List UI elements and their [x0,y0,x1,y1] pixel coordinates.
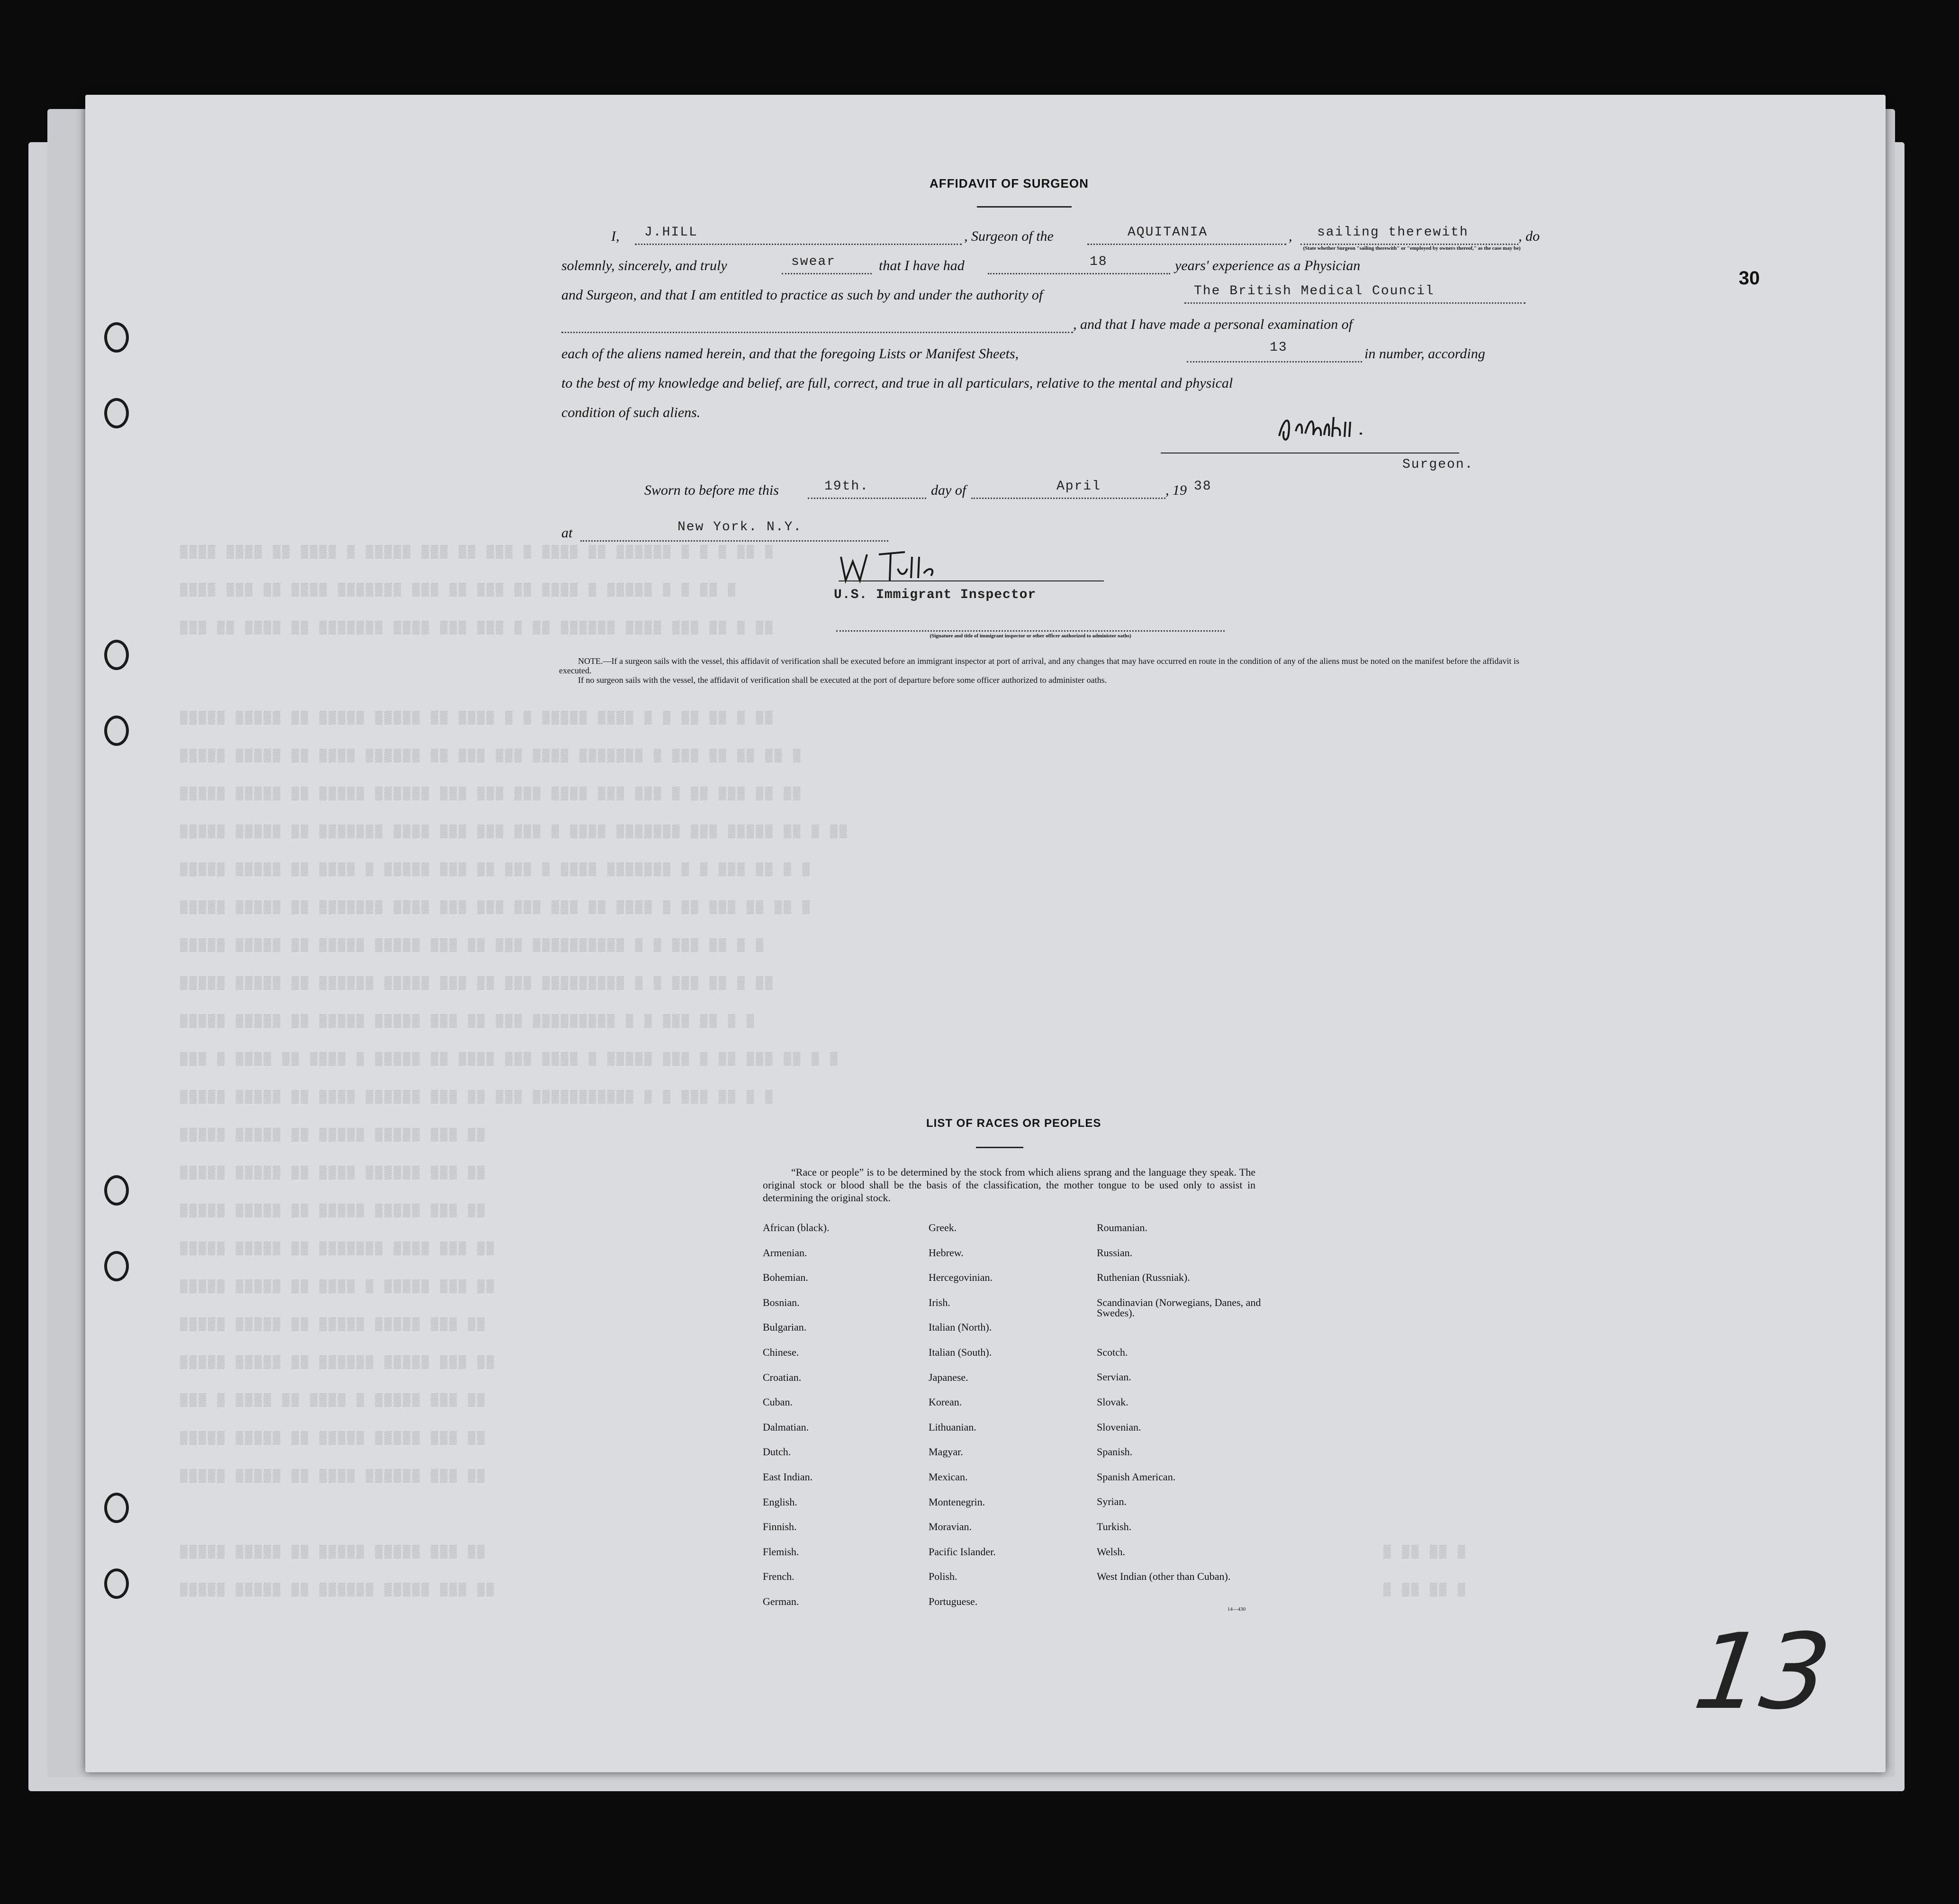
sailing-status: sailing therewith [1317,225,1469,240]
ghost-row: ▒▒▒▒ ▒▒▒▒ ▒▒ ▒▒▒▒ ▒ ▒▒▒▒▒ ▒▒▒ ▒▒ ▒▒▒ ▒ ▒▒▒▒ ▒▒ ▒▒▒▒▒▒ ▒ ▒ ▒ ▒▒ ▒ [180,545,775,559]
affidavit-line-1-mid: , Surgeon of the [964,228,1054,244]
sworn-text-mid: day of [931,482,966,498]
years-line [988,273,1170,274]
ghost-row: ▒▒▒▒▒ ▒▒▒▒▒ ▒▒ ▒▒▒▒▒▒▒ ▒▒▒▒ ▒▒▒ ▒▒ [180,1242,496,1256]
race-item: Bohemian. [763,1271,808,1284]
ghost-row: ▒▒▒▒▒ ▒▒▒▒▒ ▒▒ ▒▒▒▒▒ ▒▒▒▒▒▒ ▒▒▒ ▒▒▒ ▒▒▒ ▒▒▒▒ ▒▒▒ ▒▒▒ ▒ ▒▒ ▒▒▒ ▒▒ ▒▒ [180,787,803,801]
ghost-row: ▒▒▒▒▒ ▒▒▒▒▒ ▒▒ ▒▒▒▒▒ ▒▒▒▒▒ ▒▒▒ ▒▒ ▒▒▒ ▒▒▒▒▒▒▒▒▒ ▒ ▒ ▒▒▒ ▒▒ ▒ ▒ [180,1014,756,1028]
binder-hole [104,1569,129,1599]
sworn-day: 19th. [824,479,869,494]
race-item: West Indian (other than Cuban). [1097,1570,1231,1583]
ghost-row: ▒▒▒▒▒ ▒▒▒▒▒ ▒▒ ▒▒▒▒▒ ▒▒▒▒▒ ▒▒▒ ▒▒ [180,1204,487,1218]
oath-word: swear [791,254,836,269]
ghost-row: ▒▒▒▒▒ ▒▒▒▒▒ ▒▒ ▒▒▒▒▒▒ ▒▒▒▒▒ ▒▒▒ ▒▒ [180,1355,496,1369]
binder-hole [104,322,129,353]
race-item: African (black). [763,1222,830,1233]
race-item: English. [763,1496,797,1508]
races-column-3 [1097,1223,1267,1596]
affidavit-line-2-mid: that I have had [879,258,965,273]
surgeon-signature [1270,408,1402,450]
race-item: Irish. [929,1296,950,1308]
race-item: Italian (South). [929,1346,992,1358]
race-item: East Indian. [763,1470,813,1483]
inspector-signature-line [836,630,1225,632]
binder-hole [104,716,129,746]
surgeon-label: Surgeon. [1402,457,1474,472]
race-item: Welsh. [1097,1545,1125,1558]
ghost-row: ▒▒▒▒▒ ▒▒▒▒▒ ▒▒ ▒▒▒▒ ▒ ▒▒▒▒▒ ▒▒▒ ▒▒ ▒▒▒ ▒ ▒▒▒▒ ▒▒▒▒▒▒▒ ▒ ▒ ▒▒▒ ▒▒ ▒ ▒ [180,862,812,877]
race-item: Dalmatian. [763,1421,809,1433]
place-label: at [561,525,573,541]
race-item: Armenian. [763,1246,807,1259]
affidavit-line-2-start: solemnly, sincerely, and truly [561,258,727,273]
race-item: Magyar. [929,1446,963,1458]
races-title-rule [976,1147,1023,1148]
ghost-row: ▒▒▒▒▒ ▒▒▒▒▒ ▒▒ ▒▒▒▒▒▒ ▒▒▒▒▒ ▒▒▒ ▒▒ ▒▒▒ ▒▒▒▒▒▒▒▒▒ ▒ ▒ ▒▒▒ ▒▒ ▒ ▒▒ [180,976,775,990]
authority-continuation-line [561,332,1073,333]
ghost-row: ▒▒▒▒▒ ▒▒▒▒▒ ▒▒ ▒▒▒▒ ▒▒▒▒▒▒ ▒▒▒ ▒▒ [180,1166,487,1180]
authority-line [1184,302,1526,304]
race-item: Turkish. [1097,1520,1132,1532]
affidavit-line-1-comma: , [1289,228,1292,244]
inspector-note: (Signature and title of immigrant inspector or other officer authorized to administer oaths) [930,633,1131,639]
race-item: Servian. [1097,1371,1131,1383]
sailing-status-note: (State whether Surgeon "sailing therewith" or "employed by owners thereof," as the case may be) [1303,245,1521,251]
oath-line [782,273,872,274]
form-code: 14—430 [1227,1606,1246,1612]
race-item: Moravian. [929,1521,972,1533]
ghost-row: ▒▒▒▒▒ ▒▒▒▒▒ ▒▒ ▒▒▒▒▒▒ ▒▒▒▒▒ ▒▒▒ ▒▒ [180,1583,496,1597]
races-title: LIST OF RACES OR PEOPLES [926,1117,1101,1130]
binder-hole [104,1175,129,1206]
place-of-oath: New York. N.Y. [677,520,803,535]
inspector-signature [834,547,957,585]
ghost-row: ▒▒▒▒▒ ▒▒▒▒▒ ▒▒ ▒▒▒▒ ▒▒▒▒▒▒ ▒▒▒ ▒▒ [180,1469,487,1483]
sheets-line [1187,361,1362,363]
race-item: Scandinavian (Norwegians, Danes, and Swedes). [1097,1296,1261,1319]
race-item: Montenegrin. [929,1496,985,1508]
binder-hole [104,398,129,428]
ghost-row: ▒▒▒▒▒ ▒▒▒▒▒ ▒▒ ▒▒▒▒▒ ▒▒▒▒▒ ▒▒▒ ▒▒ [180,1545,487,1559]
race-item: Italian (North). [929,1321,992,1333]
affidavit-title: AFFIDAVIT OF SURGEON [930,176,1089,190]
ghost-row: ▒▒▒ ▒ ▒▒▒▒ ▒▒ ▒▒▒▒ ▒ ▒▒▒▒▒ ▒▒ ▒▒▒▒ ▒▒▒ ▒▒▒▒ ▒ ▒▒▒▒▒ ▒▒▒ ▒ ▒▒ ▒▒▒ ▒▒ ▒ ▒ [180,1052,840,1066]
race-item: Hercegovinian. [929,1271,993,1284]
ghost-row: ▒ ▒▒ ▒▒ ▒ [1383,1545,1467,1559]
surgeon-name-line [635,244,962,245]
race-item: Scotch. [1097,1346,1128,1358]
place-line [580,540,888,542]
affidavit-line-6: to the best of my knowledge and belief, are full, correct, and true in all particulars, relative to the mental and physical [561,375,1233,391]
races-intro: “Race or people” is to be determined by the stock from which aliens sprang and the language they speak. The original stock or blood shall be the basis of the classification, the mother tongue to be used only to assist in determining the original stock. [763,1166,1255,1204]
sailing-status-line [1300,244,1518,245]
race-item: French. [763,1570,794,1583]
inspector-title: U.S. Immigrant Inspector [834,588,1037,602]
sworn-month-line [971,498,1165,499]
sworn-day-line [808,498,926,499]
affidavit-line-4: , and that I have made a personal examination of [1073,317,1353,332]
races-column-1 [763,1223,905,1622]
race-item: Roumanian. [1097,1222,1147,1233]
ghost-row: ▒▒▒▒▒ ▒▒▒▒▒ ▒▒ ▒▒▒▒▒ ▒▒▒▒▒ ▒▒▒ ▒▒ [180,1431,487,1445]
binder-hole [104,1251,129,1281]
affidavit-line-3: and Surgeon, and that I am entitled to practice as such by and under the authority of [561,287,1043,303]
sworn-year: 38 [1194,479,1212,494]
ghost-row: ▒▒▒▒▒ ▒▒▒▒▒ ▒▒ ▒▒▒▒ ▒▒▒▒▒▒ ▒▒▒ ▒▒ ▒▒▒ ▒▒▒▒▒▒▒▒▒▒▒ ▒ ▒ ▒▒▒ ▒▒ ▒ ▒ [180,1090,775,1104]
inspector-rule-top [839,580,1104,581]
race-item: Korean. [929,1396,962,1408]
race-item: Bosnian. [763,1296,800,1308]
ghost-row: ▒▒▒▒▒ ▒▒▒▒▒ ▒▒ ▒▒▒▒▒▒▒ ▒▒▒▒ ▒▒▒ ▒▒▒ ▒▒▒ ▒▒▒ ▒▒ ▒▒▒▒ ▒ ▒▒ ▒▒▒ ▒▒ ▒▒ ▒ [180,900,812,915]
race-item: Bulgarian. [763,1321,807,1333]
ghost-row: ▒▒▒▒▒ ▒▒▒▒▒ ▒▒ ▒▒▒▒▒▒▒ ▒▒▒▒ ▒▒▒ ▒▒▒ ▒▒▒ ▒ ▒▒▒▒ ▒▒▒▒▒▒▒ ▒▒▒ ▒▒▒▒▒ ▒▒ ▒ ▒▒ [180,825,849,839]
surgeon-name: J.HILL [644,225,698,240]
races-column-2 [929,1223,1071,1622]
ghost-row: ▒▒▒▒▒ ▒▒▒▒▒ ▒▒ ▒▒▒▒▒ ▒▒▒▒▒ ▒▒ ▒▒▒▒ ▒ ▒ ▒▒▒▒▒ ▒▒▒▒ ▒ ▒ ▒▒ ▒▒ ▒ ▒▒ [180,711,775,725]
manifest-sheet-count: 13 [1270,340,1288,355]
affidavit-note [559,656,1544,685]
ghost-row: ▒ ▒▒ ▒▒ ▒ [1383,1583,1467,1597]
ghost-row: ▒▒▒▒ ▒▒▒ ▒▒ ▒▒▒▒ ▒▒▒▒▒▒▒ ▒▒▒ ▒▒ ▒▒▒ ▒▒ ▒▒▒▒ ▒ ▒▒▒▒▒ ▒ ▒ ▒▒ ▒ [180,583,738,597]
race-item: Croatian. [763,1371,802,1383]
race-item: Hebrew. [929,1246,964,1259]
title-rule [977,206,1072,208]
race-item: German. [763,1595,799,1607]
race-item: Chinese. [763,1346,799,1358]
race-item: Slovak. [1097,1396,1128,1408]
page-number: 30 [1739,268,1760,289]
vessel-line [1087,244,1286,245]
affidavit-line-2-end: years' experience as a Physician [1175,258,1361,273]
race-item: Syrian. [1097,1496,1127,1508]
sworn-text-start: Sworn to before me this [644,482,779,498]
race-item: Spanish American. [1097,1470,1176,1483]
ghost-row: ▒▒▒ ▒▒ ▒▒▒▒ ▒▒ ▒▒▒▒▒▒▒ ▒▒▒▒ ▒▒▒ ▒▒▒ ▒ ▒▒ ▒▒▒▒▒▒ ▒▒▒▒ ▒▒▒ ▒▒ ▒ ▒▒ [180,621,775,635]
medical-authority: The British Medical Council [1194,284,1435,299]
race-item: Dutch. [763,1446,791,1458]
race-item: Spanish. [1097,1446,1133,1458]
vessel-name: AQUITANIA [1128,225,1208,240]
manifest-sheet [85,95,1886,1772]
ghost-row: ▒▒▒▒▒ ▒▒▒▒▒ ▒▒ ▒▒▒▒▒ ▒▒▒▒▒ ▒▒▒ ▒▒ [180,1317,487,1332]
race-item: Flemish. [763,1545,799,1558]
binder-hole [104,1493,129,1523]
race-item: Cuban. [763,1396,793,1408]
affidavit-line-7: condition of such aliens. [561,405,701,420]
race-item: Finnish. [763,1521,797,1533]
race-item: Pacific Islander. [929,1545,996,1558]
race-item: Mexican. [929,1470,968,1483]
note-with-surgeon: NOTE.—If a surgeon sails with the vessel, this affidavit of verification shall be executed before an immigrant inspector at port of arrival, and any changes that may have occurred en route in the condition of any of the aliens must be noted on the manifest before the affidavit is executed. [559,656,1519,675]
race-item: Russian. [1097,1246,1133,1259]
ghost-row: ▒▒▒▒▒ ▒▒▒▒▒ ▒▒ ▒▒▒▒▒ ▒▒▒▒▒ ▒▒▒ ▒▒ ▒▒▒ ▒▒▒▒▒▒▒▒▒▒ ▒ ▒ ▒▒▒ ▒▒ ▒ ▒ [180,938,765,952]
race-item: Ruthenian (Russniak). [1097,1271,1190,1284]
years-experience: 18 [1090,254,1108,269]
affidavit-line-5-start: each of the aliens named herein, and that the foregoing Lists or Manifest Sheets, [561,346,1019,362]
ghost-row: ▒▒▒▒▒ ▒▒▒▒▒ ▒▒ ▒▒▒▒ ▒▒▒▒▒▒ ▒▒ ▒▒▒ ▒▒▒ ▒▒▒▒ ▒▒▒▒▒▒▒ ▒ ▒▒▒ ▒▒ ▒▒ ▒▒ ▒ [180,749,803,763]
ghost-row: ▒▒▒ ▒ ▒▒▒▒ ▒▒ ▒▒▒▒ ▒ ▒▒▒▒▒ ▒▒▒ ▒▒ [180,1393,487,1407]
handwritten-sheet-number: 13 [1688,1611,1837,1732]
sworn-month: April [1056,479,1101,494]
race-item: Lithuanian. [929,1421,976,1433]
note-without-surgeon: If no surgeon sails with the vessel, the affidavit of verification shall be executed at the port of departure before some officer authorized to administer oaths. [578,675,1107,685]
race-item: Greek. [929,1222,957,1233]
affidavit-line-1-end: , do [1518,228,1540,244]
affidavit-line-1-start: I, [611,228,620,244]
race-item: Japanese. [929,1371,968,1383]
ghost-row: ▒▒▒▒▒ ▒▒▒▒▒ ▒▒ ▒▒▒▒ ▒ ▒▒▒▒▒ ▒▒▒ ▒▒ [180,1279,496,1294]
ghost-row: ▒▒▒▒▒ ▒▒▒▒▒ ▒▒ ▒▒▒▒▒ ▒▒▒▒▒ ▒▒▒ ▒▒ [180,1128,487,1142]
binder-hole [104,640,129,670]
race-item: Portuguese. [929,1595,978,1607]
race-item: Polish. [929,1570,957,1583]
sworn-text-end: , 19 [1165,482,1187,498]
affidavit-line-5-end: in number, according [1364,346,1485,362]
race-item: Slovenian. [1097,1421,1141,1433]
